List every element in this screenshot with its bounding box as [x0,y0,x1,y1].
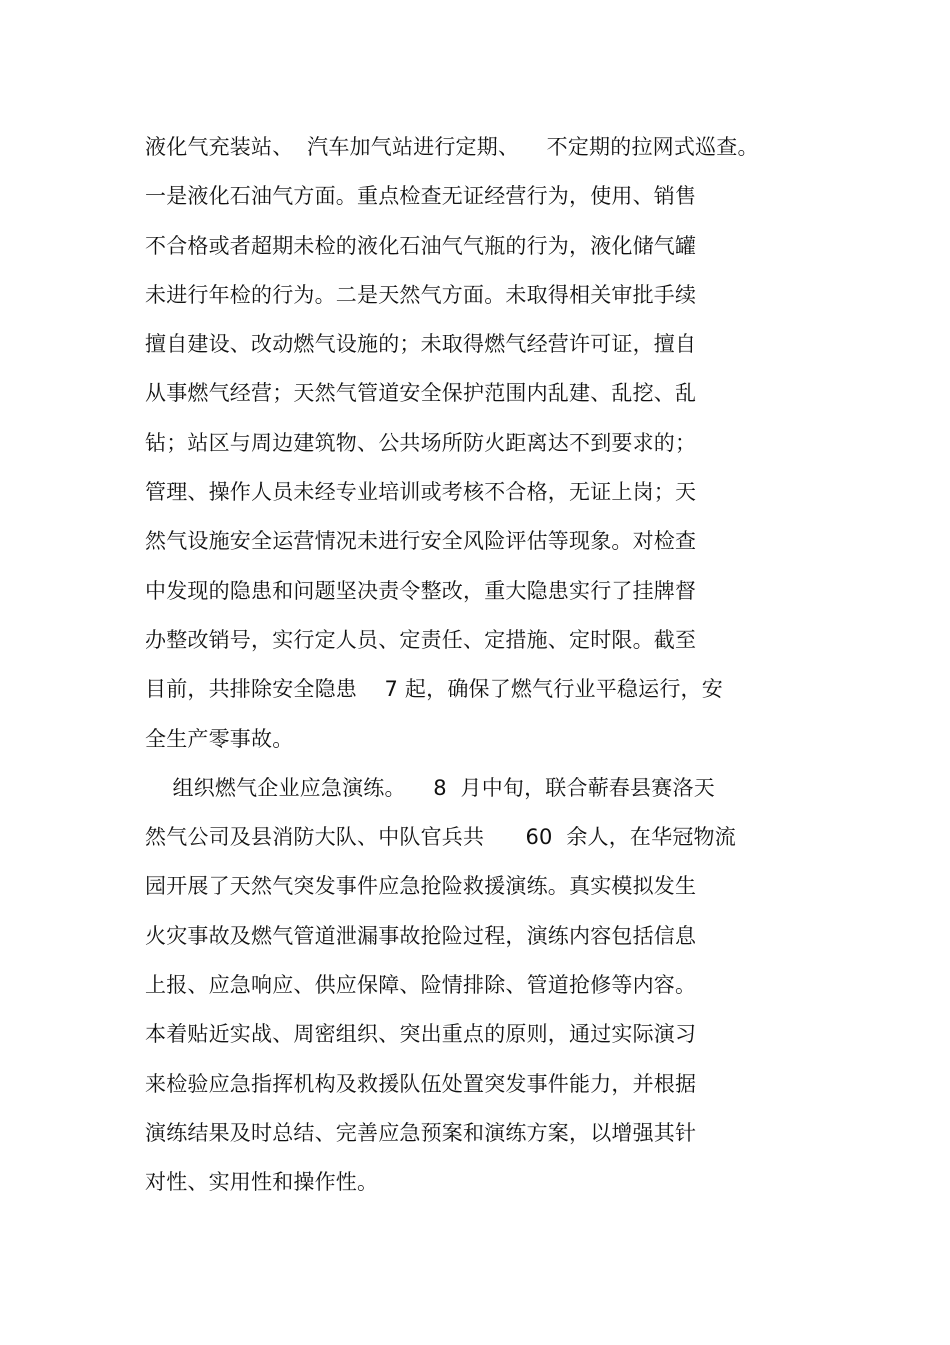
text-line: 然气公司及县消防大队、中队官兵共 60 余人，在华冠物流 [145,825,736,850]
text-line: 组织燃气企业应急演练。 8 月中旬，联合蕲春县赛洛天 [145,775,715,800]
text-line: 液化气充装站、 汽车加气站进行定期、 不定期的拉网式巡查。 [145,135,759,159]
text-line: 未进行年检的行为。二是天然气方面。未取得相关审批手续 [145,282,697,307]
text-line: 钻；站区与周边建筑物、公共场所防火距离达不到要求的； [145,430,697,455]
text-line: 本着贴近实战、周密组织、突出重点的原则，通过实际演习 [145,1022,697,1047]
text-line: 中发现的隐患和问题坚决责令整改，重大隐患实行了挂牌督 [145,578,697,603]
text-line: 全生产零事故。 [145,726,294,751]
text-line: 一是液化石油气方面。重点检查无证经营行为，使用、销售 [145,184,697,209]
text-line: 演练结果及时总结、完善应急预案和演练方案，以增强其针 [145,1120,697,1145]
text-line: 然气设施安全运营情况未进行安全风险评估等现象。对检查 [145,529,697,554]
text-line: 上报、应急响应、供应保障、险情排除、管道抢修等内容。 [145,973,697,998]
body-text [145,123,845,1208]
text-line: 不合格或者超期未检的液化石油气气瓶的行为，液化储气罐 [145,233,697,258]
text-line: 园开展了天然气突发事件应急抢险救援演练。真实模拟发生 [145,874,697,899]
text-line: 办整改销号，实行定人员、定责任、定措施、定时限。截至 [145,627,697,652]
text-line: 从事燃气经营；天然气管道安全保护范围内乱建、乱挖、乱 [145,381,697,406]
text-line: 擅自建设、改动燃气设施的；未取得燃气经营许可证，擅自 [145,332,697,357]
text-line: 火灾事故及燃气管道泄漏事故抢险过程，演练内容包括信息 [145,923,697,948]
text-line: 来检验应急指挥机构及救援队伍处置突发事件能力，并根据 [145,1071,697,1096]
text-line: 对性、实用性和操作性。 [145,1170,379,1195]
text-line: 目前，共排除安全隐患 7 起，确保了燃气行业平稳运行，安 [145,677,723,702]
text-line: 管理、操作人员未经专业培训或考核不合格，无证上岗；天 [145,480,697,505]
